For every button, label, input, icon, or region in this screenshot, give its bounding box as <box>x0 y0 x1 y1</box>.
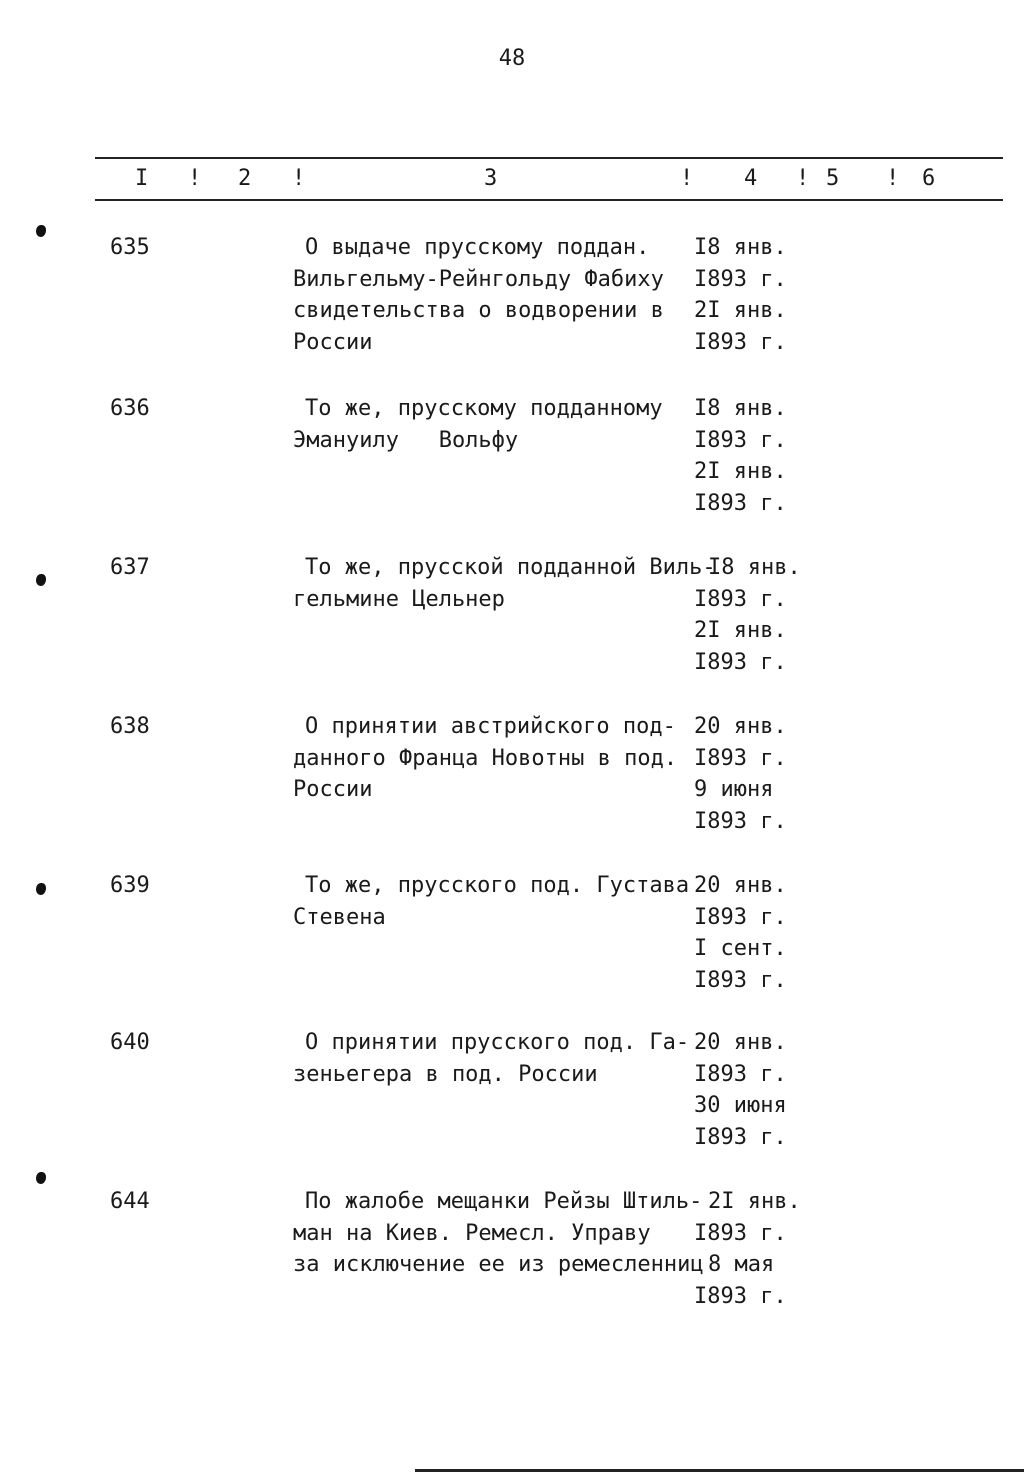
entry-number: 640 <box>110 1030 150 1055</box>
entry-number: 637 <box>110 555 150 580</box>
entry-dates: I893 г. 2I янв. I893 г. <box>694 586 787 675</box>
entry-dates: 8 мая <box>708 1252 775 1278</box>
punch-hole-mark <box>36 574 46 586</box>
entry-description: То же, прусской подданной Виль- гельмине Цельнер <box>293 555 716 612</box>
entry-dates: I8 янв. I893 г. 2I янв. I893 г. <box>694 235 787 355</box>
entry-dates: 2I янв. <box>708 1189 801 1214</box>
entry-dates: I8 янв. <box>708 555 801 580</box>
punch-hole-mark <box>36 225 46 237</box>
header-col-4: 4 <box>744 166 758 191</box>
header-col-6: 6 <box>922 166 936 191</box>
entry-number: 635 <box>110 235 150 260</box>
entry-dates: 20 янв. I893 г. I сент. I893 г. <box>694 873 787 993</box>
punch-hole-mark <box>36 883 46 895</box>
entry-description: То же, прусского под. Густава Стевена <box>293 873 690 930</box>
page-number: 48 <box>498 46 526 71</box>
entry-dates: 20 янв. I893 г. 30 июня I893 г. <box>694 1030 787 1150</box>
header-separator: ! <box>796 166 810 191</box>
table-top-rule <box>95 157 1003 159</box>
entry-description: О выдаче прусскому поддан. Вильгельму-Рейнгольду Фабиху свидетельства о водворении в России <box>293 235 664 355</box>
header-separator: ! <box>680 166 694 191</box>
table-header-rule <box>95 199 1003 201</box>
header-separator: ! <box>188 166 202 191</box>
punch-hole-mark <box>36 1172 46 1184</box>
entry-description: О принятии прусского под. Га- зеньегера в под. России <box>293 1030 690 1087</box>
entry-number: 638 <box>110 714 150 739</box>
entry-description: То же, прусскому подданному Эмануилу Вольфу <box>293 396 663 453</box>
header-col-3: 3 <box>484 166 498 191</box>
entry-number: 644 <box>110 1189 150 1214</box>
entry-dates: I8 янв. I893 г. 2I янв. I893 г. <box>694 396 787 516</box>
header-col-1: I <box>135 166 149 191</box>
entry-number: 639 <box>110 873 150 898</box>
header-col-5: 5 <box>826 166 840 191</box>
entry-description: О принятии австрийского под- данного Франца Новотны в под. России <box>293 714 678 803</box>
header-col-2: 2 <box>238 166 252 191</box>
entry-dates: I893 г. <box>694 1220 787 1246</box>
entry-dates: I893 г. <box>694 1283 787 1309</box>
entry-number: 636 <box>110 396 150 421</box>
footer-rule <box>415 1469 1024 1472</box>
header-separator: ! <box>886 166 900 191</box>
entry-description: По жалобе мещанки Рейзы Штиль- ман на Киев. Ремесл. Управу за исключение ее из ремесленниц <box>293 1189 704 1278</box>
header-separator: ! <box>292 166 306 191</box>
entry-dates: 20 янв. I893 г. 9 июня I893 г. <box>694 714 787 834</box>
